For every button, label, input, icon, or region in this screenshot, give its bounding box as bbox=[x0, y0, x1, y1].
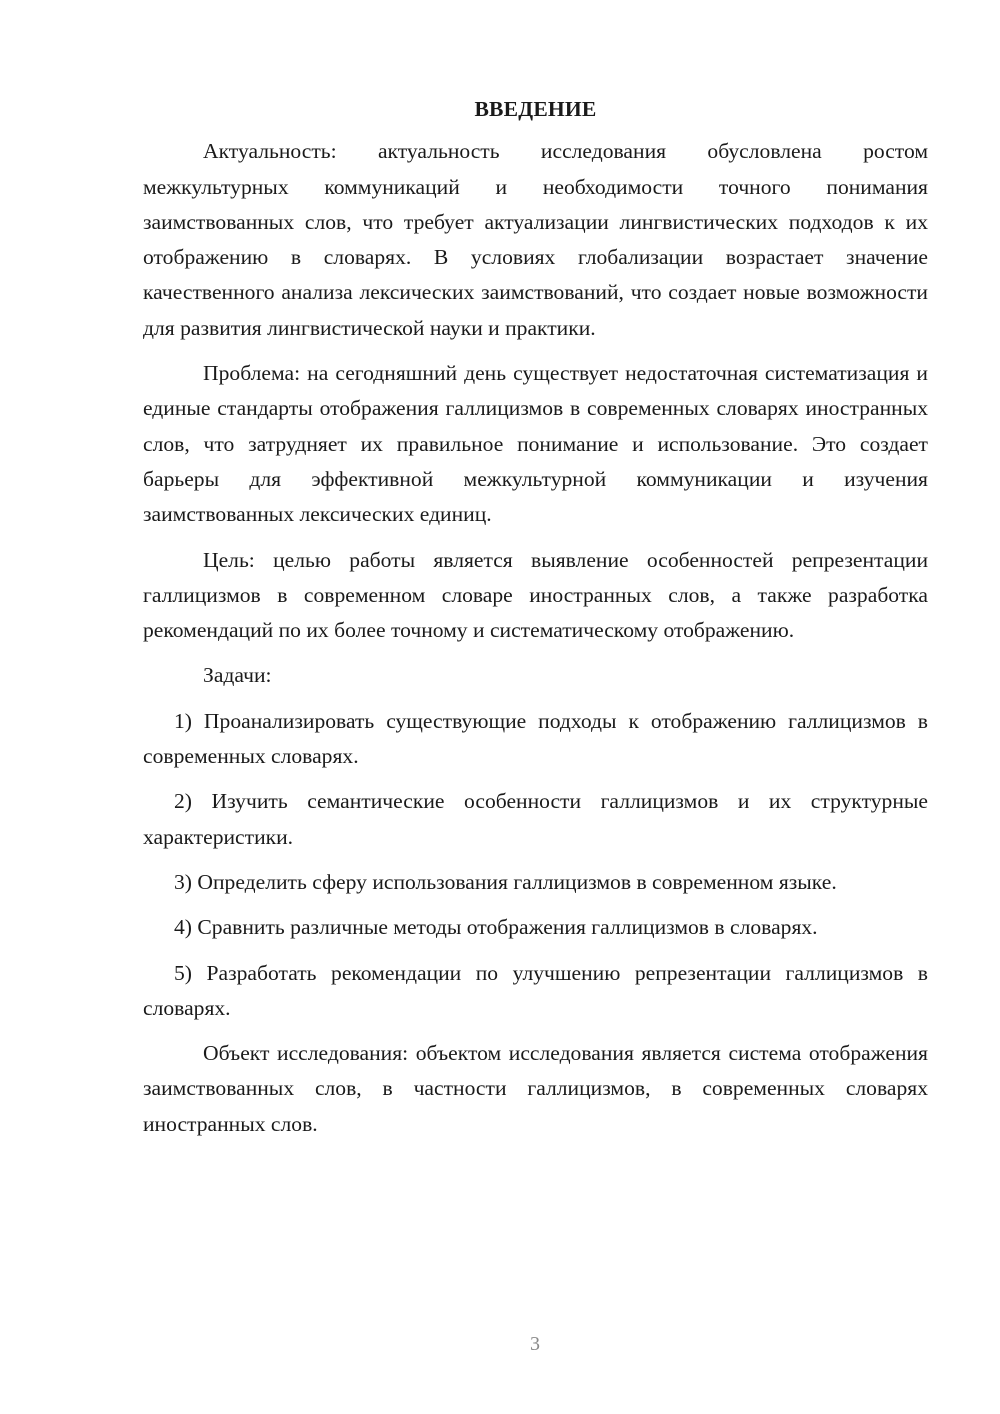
paragraph-problem: Проблема: на сегодняшний день существует недостаточная систематизация и единые стандарты отображения галлицизмов в современных словарях иностранных слов, что затрудняет их правильное понимание и использование. Это создает барьеры для эффективной межкультурной коммуникации и изучения заимствованных лексических единиц. bbox=[143, 361, 928, 527]
paragraph-relevance: Актуальность: актуальность исследования обусловлена ростом межкультурных коммуникаций и необходимости точного понимания заимствованных слов, что требует актуализации лингвистических подходов к их отображению в словарях. В условиях глобализации возрастает значение качественного анализа лексических заимствований, что создает новые возможности для развития лингвистической науки и практики. bbox=[143, 139, 928, 340]
page-number: 3 bbox=[530, 1333, 540, 1355]
task-item-1: 1) Проанализировать существующие подходы к отображению галлицизмов в современных словарях. bbox=[143, 708, 928, 769]
section-title: ВВЕДЕНИЕ bbox=[474, 97, 597, 121]
document-page bbox=[143, 92, 928, 1152]
paragraph-object: Объект исследования: объектом исследования является система отображения заимствованных слов, в частности галлицизмов, в современных словарях иностранных слов. bbox=[143, 1041, 928, 1136]
paragraph-goal: Цель: целью работы является выявление особенностей репрезентации галлицизмов в современном словаре иностранных слов, а также разработка рекомендаций по их более точному и систематическому отображению. bbox=[143, 547, 928, 643]
task-item-3: 3) Определить сферу использования галлицизмов в современном языке. bbox=[174, 869, 837, 894]
task-item-4: 4) Сравнить различные методы отображения галлицизмов в словарях. bbox=[174, 915, 818, 940]
tasks-heading: Задачи: bbox=[203, 663, 272, 688]
task-item-5: 5) Разработать рекомендации по улучшению репрезентации галлицизмов в словарях. bbox=[143, 960, 928, 1020]
task-item-2: 2) Изучить семантические особенности галлицизмов и их структурные характеристики. bbox=[143, 789, 928, 849]
